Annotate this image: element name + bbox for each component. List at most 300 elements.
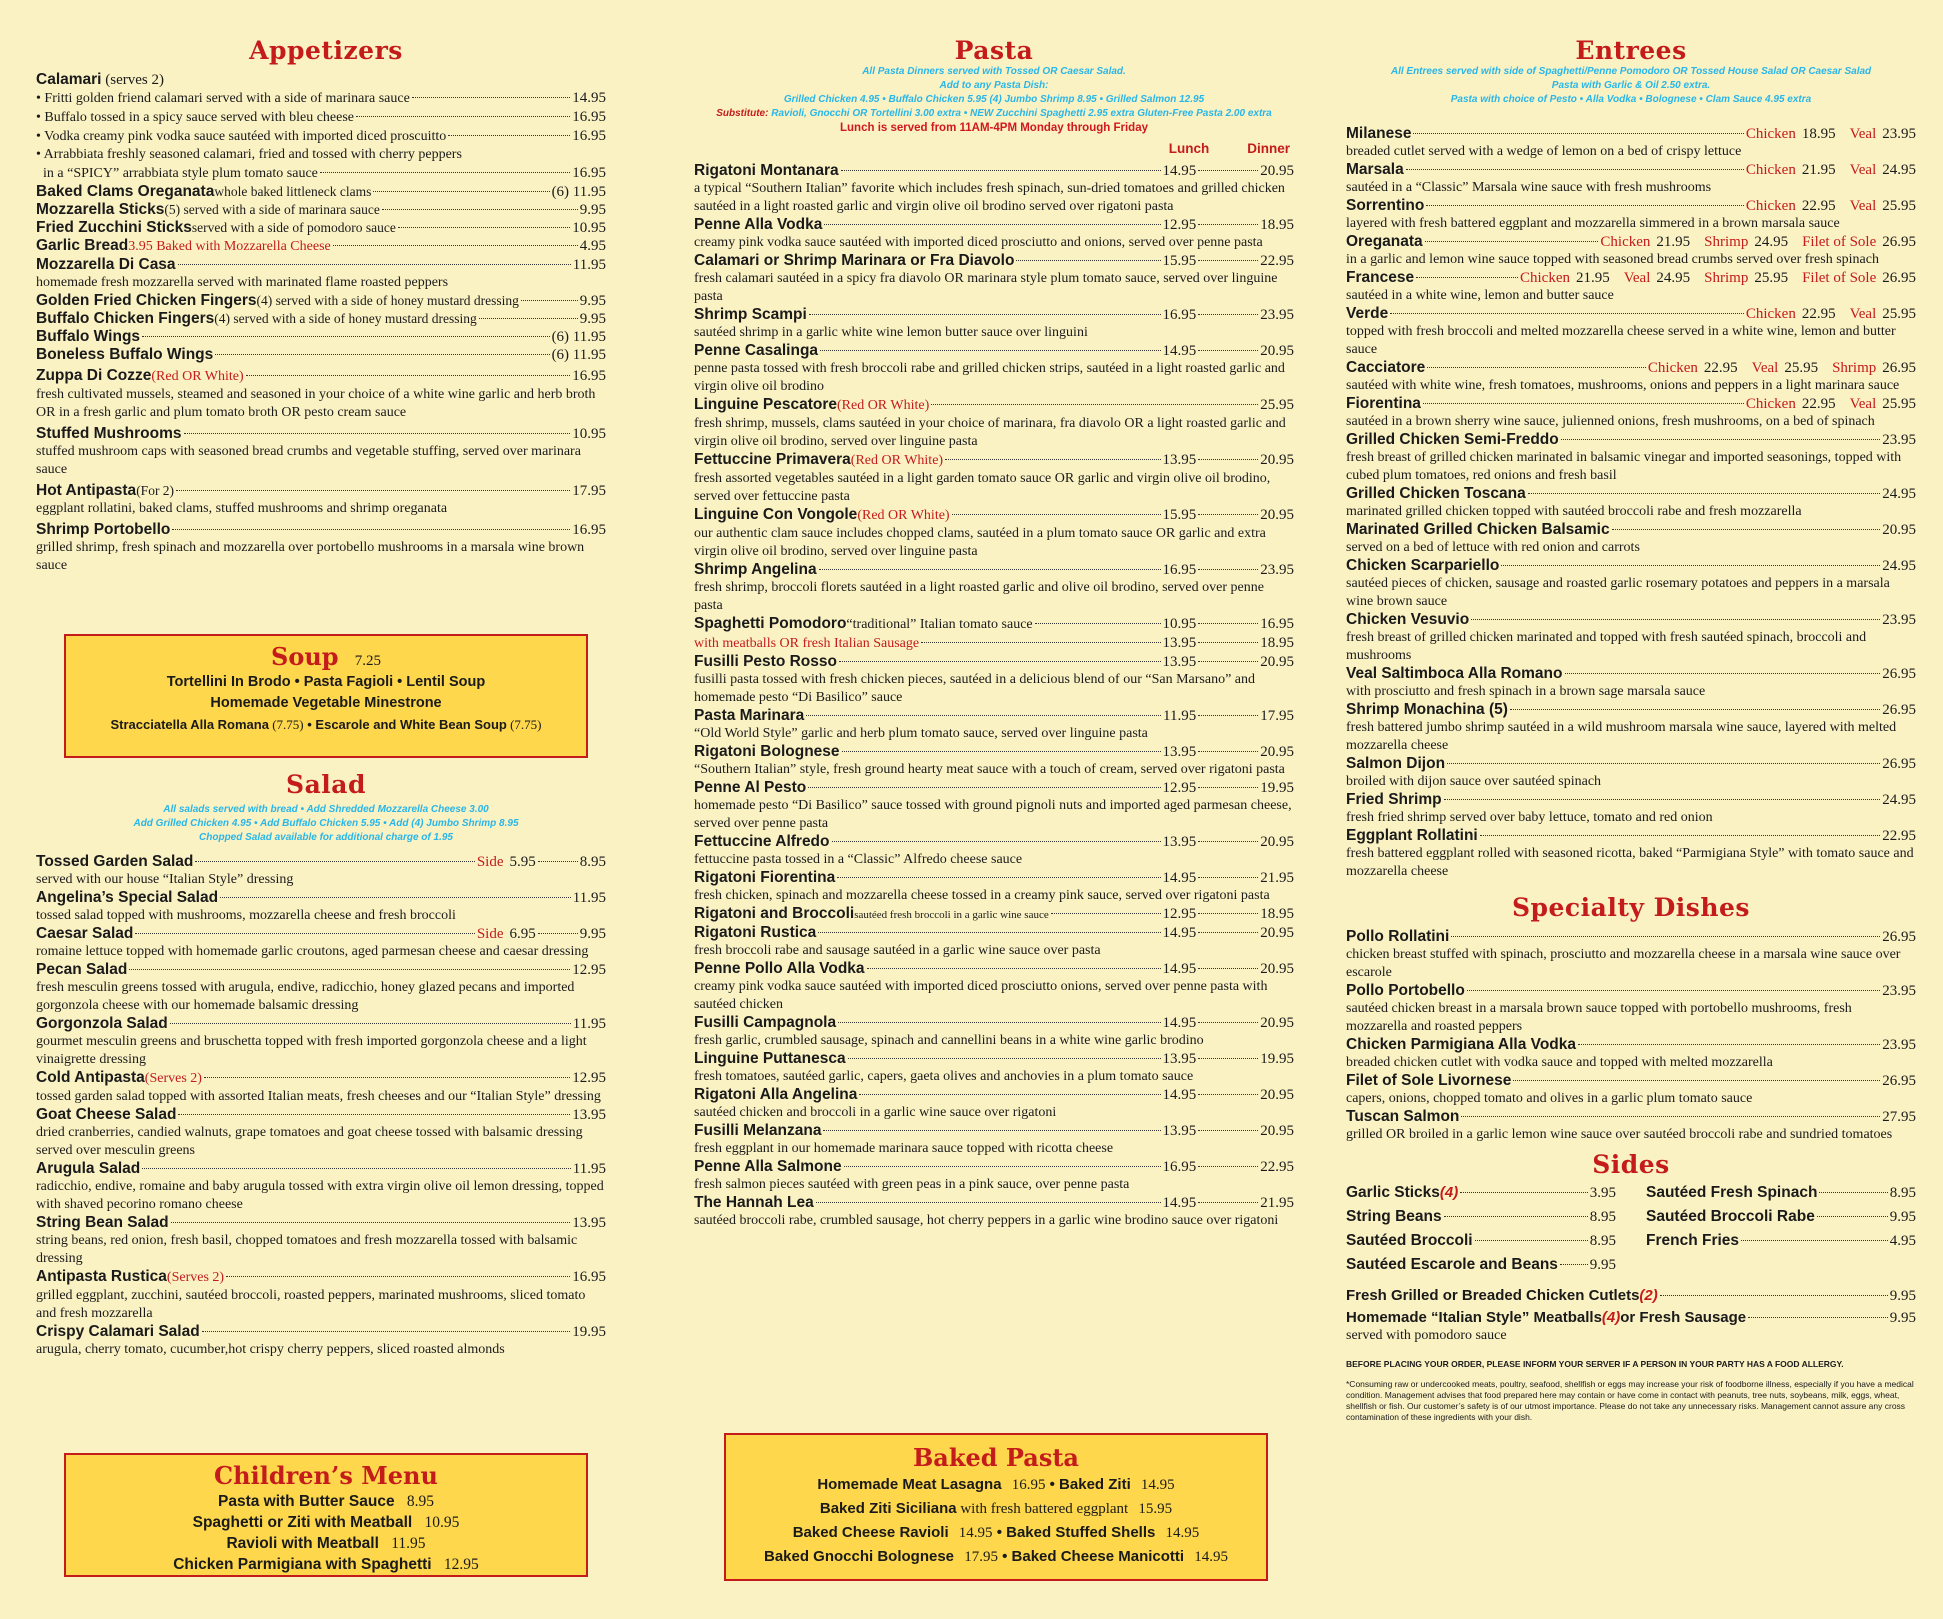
pasta-desc: fresh assorted vegetables sautéed in a light garden tomato sauce OR garlic and virgin olive oil brodino, served over fettuccine pasta — [694, 471, 1271, 504]
appetizer-line — [36, 346, 606, 364]
salad-item — [36, 889, 606, 925]
entree-option-name: Shrimp — [1832, 360, 1877, 376]
entree-item-price: 26.95 — [1882, 702, 1916, 718]
entree-option — [1746, 395, 1836, 413]
appetizer-price: 9.95 — [579, 311, 606, 327]
baked-pasta-title: Baked Pasta — [913, 1443, 1079, 1472]
entree-desc: sautéed in a “Classic” Marsala wine sauce with fresh mushrooms — [1346, 180, 1712, 195]
appetizer-inline: whole baked littleneck clams — [214, 184, 372, 199]
calamari-option — [36, 89, 606, 108]
appetizer-option: 3.95 Baked with Mozzarella Cheese — [128, 239, 331, 254]
entree-option-price: 25.95 — [1882, 306, 1916, 322]
entree-item-price: 20.95 — [1882, 522, 1916, 538]
appetizer-price: 17.95 — [572, 483, 606, 499]
pasta-item — [694, 615, 1294, 634]
sides-extra — [1346, 1287, 1916, 1345]
salad-price: 9.95 — [579, 926, 606, 942]
pasta-lunch-price: 12.95 — [1162, 217, 1197, 233]
entree-option-price: 23.95 — [1882, 126, 1916, 142]
side-price: 8.95 — [1889, 1185, 1916, 1201]
baked-pasta-price: 14.95 — [958, 1525, 993, 1541]
entree-item-line — [1346, 611, 1916, 629]
baked-pasta-name: • Baked Cheese Manicotti — [997, 1548, 1185, 1565]
entree-item — [1346, 161, 1916, 197]
salad-note: All salads served with bread • Add Shredded Mozzarella Cheese 3.00 — [163, 804, 489, 815]
entree-item-name: Eggplant Rollatini — [1346, 827, 1478, 844]
side-cutlets — [1346, 1287, 1916, 1305]
pasta-lunch-price: 13.95 — [1162, 654, 1197, 670]
specialty-item-line — [1346, 1036, 1916, 1054]
appetizer-name: Buffalo Wings — [36, 328, 141, 345]
pasta-lunch-price: 16.95 — [1162, 307, 1197, 323]
salad-item — [36, 1015, 606, 1069]
pasta-line — [694, 306, 1294, 324]
baked-pasta-name: Homemade Meat Lasagna — [817, 1476, 1002, 1493]
entree-name: Marsala — [1346, 161, 1404, 178]
pasta-lunch-price: 14.95 — [1162, 961, 1197, 977]
salad-price: 11.95 — [572, 890, 606, 906]
specialty-item-name: Chicken Parmigiana Alla Vodka — [1346, 1036, 1576, 1053]
pasta-desc: fusilli pasta tossed with fresh chicken pieces, sautéed in a delicious blend of our “San Marsano” and homemade pesto “Di Basilico” sauce — [694, 672, 1256, 705]
side-meatballs-price: 9.95 — [1889, 1310, 1916, 1326]
pasta-desc: a typical “Southern Italian” favorite which includes fresh spinach, sun-dried tomatoes and grilled chicken sautéed in a light roasted garlic and virgin olive oil brodino served over rigatoni pasta — [694, 181, 1285, 214]
pasta-item — [694, 506, 1294, 561]
specialty-item-line — [1346, 982, 1916, 1000]
specialty-item-price: 23.95 — [1882, 983, 1916, 999]
entree-option — [1648, 359, 1738, 377]
entree-name: Cacciatore — [1346, 359, 1426, 376]
calamari-options — [36, 89, 606, 183]
entree-option-name: Chicken — [1519, 270, 1570, 286]
children-title: Children’s Menu — [214, 1461, 438, 1490]
salad-line — [36, 1015, 606, 1033]
side-count: (4) — [1439, 1184, 1459, 1201]
pasta-name: Penne Alla Vodka — [694, 216, 823, 233]
entree-option-name: Chicken — [1745, 162, 1796, 178]
pasta-item — [694, 396, 1294, 451]
appetizer-line — [36, 201, 606, 219]
pasta-name: Fusilli Melanzana — [694, 1122, 822, 1139]
pasta-dinner-price: 23.95 — [1260, 307, 1294, 323]
salad-option: (Serves 2) — [144, 1071, 202, 1086]
side-meatballs-name: Homemade “Italian Style” Meatballs — [1346, 1309, 1602, 1326]
entree-item-name: Chicken Scarpariello — [1346, 557, 1500, 574]
pasta-dinner-price: 21.95 — [1260, 1195, 1294, 1211]
entree-item-line — [1346, 827, 1916, 845]
entree-item — [1346, 791, 1916, 827]
appetizer-desc: eggplant rollatini, baked clams, stuffed mushrooms and shrimp oreganata — [36, 501, 448, 516]
side-item — [1346, 1181, 1616, 1205]
pasta-name: Rigatoni and Broccoli — [694, 905, 855, 922]
specialty-item-name: Tuscan Salmon — [1346, 1108, 1460, 1125]
pasta-name: Rigatoni Rustica — [694, 924, 817, 941]
pasta-title: Pasta — [954, 36, 1034, 65]
pasta-name: Pasta Marinara — [694, 707, 805, 724]
entree-option-name: Veal — [1849, 198, 1877, 214]
entree-item-line — [1346, 431, 1916, 449]
salad-name: Goat Cheese Salad — [36, 1106, 177, 1123]
entree-list — [1346, 125, 1916, 431]
salad-name: Tossed Garden Salad — [36, 853, 194, 870]
appetizer-price: 11.95 — [572, 257, 606, 273]
sides-right — [1646, 1181, 1916, 1277]
salad-name: Antipasta Rustica — [36, 1268, 167, 1285]
appetizer-line — [36, 328, 606, 346]
pasta-lunch-price: 13.95 — [1162, 452, 1197, 468]
entree-option — [1746, 197, 1836, 215]
pasta-line — [694, 634, 1294, 653]
salad-line — [36, 889, 606, 907]
salad-desc: tossed garden salad topped with assorted Italian meats, fresh cheeses and our “Italian Style” dressing — [36, 1089, 601, 1104]
entree-line — [1346, 197, 1916, 215]
salad-price: 19.95 — [572, 1324, 606, 1340]
entree-item-desc: fresh fried shrimp served over baby lettuce, tomato and red onion — [1346, 810, 1713, 825]
side-name: String Beans — [1346, 1208, 1442, 1225]
soup-price: 7.25 — [354, 653, 381, 669]
entree-option — [1802, 269, 1916, 287]
pasta-dinner-price: 25.95 — [1260, 397, 1294, 413]
entree-item-price: 26.95 — [1882, 666, 1916, 682]
entree-option-price: 21.95 — [1575, 270, 1610, 286]
salad-item — [36, 1323, 606, 1359]
entree-option — [1746, 125, 1836, 143]
entree-name: Milanese — [1346, 125, 1412, 142]
pasta-line — [694, 707, 1294, 725]
pasta-item — [694, 743, 1294, 779]
entree-option-price: 24.95 — [1882, 162, 1916, 178]
pasta-lunch-price: 14.95 — [1162, 163, 1197, 179]
pasta-item — [694, 707, 1294, 743]
entree-option-name: Veal — [1849, 306, 1877, 322]
entree-line — [1346, 359, 1916, 377]
pasta-desc: fresh tomatoes, sautéed garlic, capers, gaeta olives and anchovies in a plum tomato sauce — [694, 1069, 1194, 1084]
pasta-item — [694, 561, 1294, 615]
side-cutlets-count: (2) — [1639, 1287, 1658, 1304]
entree-item-desc: fresh breast of grilled chicken marinated in balsamic vinegar and imported seasonings, topped with cubed plum tomatoes, red onions and fresh basil — [1346, 450, 1902, 483]
pasta-option: (Red OR White) — [850, 453, 944, 468]
entrees-note-3: Pasta with choice of Pesto • Alla Vodka • Bolognese • Clam Sauce 4.95 extra — [1450, 94, 1812, 105]
calamari-option-price: 16.95 — [572, 109, 606, 125]
pasta-name: Fettuccine Primavera — [694, 451, 851, 468]
appetizers-column — [36, 0, 606, 1573]
side-price: 9.95 — [1889, 1209, 1916, 1225]
salad-desc: string beans, red onion, fresh basil, chopped tomatoes and fresh mozzarella tossed with balsamic dressing — [36, 1233, 578, 1266]
children-item — [66, 1554, 586, 1575]
salad-desc: radicchio, endive, romaine and baby arugula tossed with extra virgin olive oil lemon dressing, topped with shaved pecorino romano cheese — [36, 1179, 604, 1212]
appetizer-name: Baked Clams Oreganata — [36, 183, 215, 200]
soup-escarole-price: (7.75) — [506, 717, 542, 732]
entree-option-name: Chicken — [1745, 396, 1796, 412]
baked-pasta-extra: with fresh battered eggplant — [956, 1501, 1129, 1517]
entree-desc: sautéed in a white wine, lemon and butter sauce — [1346, 288, 1614, 303]
entree-option-name: Veal — [1751, 360, 1779, 376]
pasta-inline: “traditional” Italian tomato sauce — [846, 617, 1033, 632]
salad-side-price: 5.95 — [509, 854, 536, 870]
appetizer-inline: (4) served with a side of honey mustard dressing — [214, 311, 477, 326]
salad-line — [36, 1323, 606, 1341]
entree-item — [1346, 305, 1916, 359]
salad-name: String Bean Salad — [36, 1214, 169, 1231]
appetizer-price: 9.95 — [579, 202, 606, 218]
appetizer-option: (Red OR White) — [151, 369, 244, 384]
appetizer-desc: grilled shrimp, fresh spinach and mozzarella over portobello mushrooms in a marsala wine brown sauce — [36, 540, 585, 573]
side-item — [1646, 1229, 1916, 1253]
specialty-item-line — [1346, 1108, 1916, 1126]
specialty-item-desc: sautéed chicken breast in a marsala brown sauce topped with portobello mushrooms, fresh mozzarella and roasted peppers — [1346, 1001, 1852, 1034]
salad-desc: arugula, cherry tomato, cucumber,hot crispy cherry peppers, sliced roasted almonds — [36, 1342, 505, 1357]
entree-option-price: 25.95 — [1882, 396, 1916, 412]
baked-pasta-line — [726, 1497, 1266, 1521]
side-cutlets-price: 9.95 — [1889, 1288, 1916, 1304]
entree-option-price: 22.95 — [1703, 360, 1738, 376]
entree-option — [1520, 269, 1610, 287]
entree-option-price: 21.95 — [1656, 234, 1691, 250]
pasta-note-3: Grilled Chicken 4.95 • Buffalo Chicken 5.95 (4) Jumbo Shrimp 8.95 • Grilled Salmon 12.95 — [783, 94, 1205, 105]
salad-line — [36, 1268, 606, 1287]
specialty-item — [1346, 1108, 1916, 1144]
entree-item-name: Shrimp Monachina (5) — [1346, 701, 1508, 718]
entree-simple-list — [1346, 431, 1916, 881]
salad-desc: dried cranberries, candied walnuts, grape tomatoes and goat cheese tossed with balsamic dressing served over mesculin greens — [36, 1125, 583, 1158]
side-price: 9.95 — [1589, 1257, 1616, 1273]
entree-option-price: 22.95 — [1801, 306, 1836, 322]
salad-title: Salad — [286, 770, 366, 799]
pasta-line — [694, 779, 1294, 797]
children-item-name: Spaghetti or Ziti with Meatball — [192, 1514, 413, 1531]
side-item — [1346, 1253, 1616, 1277]
calamari-option-text: • Arrabbiata freshly seasoned calamari, fried and tossed with cherry peppers — [36, 147, 462, 162]
pasta-lunch-price: 14.95 — [1162, 925, 1197, 941]
salad-line — [36, 853, 606, 871]
pasta-name: Spaghetti Pomodoro — [694, 615, 847, 632]
salad-name: Cold Antipasta — [36, 1069, 145, 1086]
entree-item — [1346, 233, 1916, 269]
salad-side-price: 6.95 — [509, 926, 536, 942]
salad-desc: served with our house “Italian Style” dressing — [36, 872, 294, 887]
pasta-dinner-price: 20.95 — [1260, 1123, 1294, 1139]
entree-option-price: 25.95 — [1882, 198, 1916, 214]
pasta-dinner-price: 20.95 — [1260, 834, 1294, 850]
soup-stracciatella: Stracciatella Alla Romana — [110, 717, 269, 732]
appetizer-line — [36, 482, 606, 500]
salad-name: Crispy Calamari Salad — [36, 1323, 200, 1340]
salad-list — [36, 853, 606, 1359]
salad-desc: tossed salad topped with mushrooms, mozzarella cheese and fresh broccoli — [36, 908, 456, 923]
pasta-desc: fresh eggplant in our homemade marinara sauce topped with ricotta cheese — [694, 1141, 1114, 1156]
pasta-lunch-price: 11.95 — [1163, 708, 1197, 724]
pasta-lunch-hours: Lunch is served from 11AM-4PM Monday through Friday — [840, 122, 1148, 134]
entree-desc: sautéed in a brown sherry wine sauce, julienned onions, fresh mushrooms, on a bed of spinach — [1346, 414, 1875, 429]
salad-desc: gourmet mesculin greens and bruschetta topped with fresh imported gorgonzola cheese and a light vinaigrette dressing — [36, 1034, 587, 1067]
pasta-line — [694, 342, 1294, 360]
entree-option — [1850, 161, 1916, 179]
entree-item-desc: broiled with dijon sauce over sautéed spinach — [1346, 774, 1602, 789]
appetizer-line — [36, 292, 606, 310]
sides-left — [1346, 1181, 1616, 1277]
pasta-column — [694, 0, 1294, 1565]
sides-title: Sides — [1592, 1150, 1670, 1179]
salad-item — [36, 1214, 606, 1268]
entree-option-name: Veal — [1849, 396, 1877, 412]
entree-item-price: 23.95 — [1882, 432, 1916, 448]
side-price: 3.95 — [1589, 1185, 1616, 1201]
pasta-item — [694, 960, 1294, 1014]
entrees-note-2: Pasta with Garlic & Oil 2.50 extra. — [1551, 80, 1711, 91]
entree-option-price: 21.95 — [1801, 162, 1836, 178]
entree-option — [1746, 305, 1836, 323]
pasta-name: Calamari or Shrimp Marinara or Fra Diavolo — [694, 252, 1015, 269]
entree-name: Francese — [1346, 269, 1415, 286]
entree-desc: in a garlic and lemon wine sauce topped with seasoned bread crumbs served over fresh spinach — [1346, 252, 1879, 267]
children-box — [64, 1453, 588, 1577]
salad-name: Gorgonzola Salad — [36, 1015, 168, 1032]
appetizer-price: 10.95 — [572, 220, 606, 236]
pasta-line — [694, 1014, 1294, 1032]
pasta-line — [694, 451, 1294, 470]
baked-pasta-name: • Baked Ziti — [1045, 1476, 1131, 1493]
specialty-item-desc: grilled OR broiled in a garlic lemon wine sauce over sautéed broccoli rabe and sundried tomatoes — [1346, 1127, 1893, 1142]
salad-line — [36, 961, 606, 979]
specialty-item — [1346, 1036, 1916, 1072]
entree-option — [1746, 161, 1836, 179]
pasta-name: Linguine Pescatore — [694, 396, 837, 413]
appetizer-inline: served with a side of pomodoro sauce — [191, 220, 396, 235]
disclaimer: *Consuming raw or undercooked meats, poultry, seafood, shellfish or eggs may increase your risk of foodborne illness, especially if you have a medical condition. Management advises that food prepared here may contain or have come in contact with peanuts, tree nuts, soybeans, milk, eggs, wheat, shellfish or fish. Our customer’s safety is of our utmost importance. Please do not take any unnecessary risks. Management cannot assure any cross contamination of these ingredients with your dish. — [1346, 1379, 1914, 1422]
appetizer-item — [36, 183, 606, 201]
pasta-line — [694, 960, 1294, 978]
pasta-item — [694, 216, 1294, 252]
side-meatballs-desc: served with pomodoro sauce — [1346, 1328, 1507, 1343]
pasta-note-2: Add to any Pasta Dish: — [939, 80, 1049, 91]
entree-option-price: 18.95 — [1801, 126, 1836, 142]
pasta-item — [694, 1086, 1294, 1122]
entree-item-price: 24.95 — [1882, 558, 1916, 574]
entree-item-name: Marinated Grilled Chicken Balsamic — [1346, 521, 1610, 538]
salad-name: Pecan Salad — [36, 961, 128, 978]
children-item — [66, 1512, 586, 1533]
pasta-name: Rigatoni Bolognese — [694, 743, 840, 760]
entree-item-name: Salmon Dijon — [1346, 755, 1446, 772]
salad-side-label: Side — [476, 854, 504, 870]
pasta-line — [694, 905, 1294, 924]
pasta-line — [694, 1122, 1294, 1140]
pasta-lunch-price: 13.95 — [1162, 1051, 1197, 1067]
salad-line — [36, 1069, 606, 1088]
entree-item — [1346, 395, 1916, 431]
sides-grid — [1346, 1181, 1916, 1277]
pasta-line — [694, 162, 1294, 180]
pasta-name: Fusilli Pesto Rosso — [694, 653, 837, 670]
pasta-dinner-price: 20.95 — [1260, 507, 1294, 523]
entree-line — [1346, 395, 1916, 413]
entree-line — [1346, 125, 1916, 143]
salad-price: 13.95 — [572, 1107, 606, 1123]
appetizer-price: 16.95 — [572, 522, 606, 538]
entree-item — [1346, 557, 1916, 611]
appetizer-name: Buffalo Chicken Fingers — [36, 310, 215, 327]
pasta-name: Shrimp Scampi — [694, 306, 807, 323]
appetizer-line — [36, 425, 606, 443]
lunch-header: Lunch — [1168, 141, 1210, 156]
entree-option-price: 22.95 — [1801, 198, 1836, 214]
salad-item — [36, 1160, 606, 1214]
appetizer-name: Golden Fried Chicken Fingers — [36, 292, 257, 309]
soup-box — [64, 634, 588, 758]
calamari-option — [36, 146, 606, 164]
appetizer-line — [36, 367, 606, 386]
pasta-name: Rigatoni Montanara — [694, 162, 839, 179]
pasta-lunch-price: 13.95 — [1162, 744, 1197, 760]
children-item-price: 11.95 — [391, 1535, 426, 1552]
pasta-dinner-price: 18.95 — [1260, 217, 1294, 233]
pasta-lunch-price: 13.95 — [1162, 1123, 1197, 1139]
appetizer-name: Zuppa Di Cozze — [36, 367, 152, 384]
entree-item-line — [1346, 791, 1916, 809]
pasta-desc: creamy pink vodka sauce sautéed with imported diced prosciutto onions, served over penne pasta with sautéed chicken — [694, 979, 1268, 1012]
pasta-desc: “Old World Style” garlic and herb plum tomato sauce, served over linguine pasta — [694, 726, 1148, 741]
entrees-column — [1346, 0, 1916, 1423]
pasta-lunch-price: 15.95 — [1162, 253, 1197, 269]
entree-item — [1346, 827, 1916, 881]
specialty-item-name: Pollo Portobello — [1346, 982, 1465, 999]
pasta-desc: sautéed chicken and broccoli in a garlic wine sauce over rigatoni — [694, 1105, 1057, 1120]
pasta-dinner-price: 18.95 — [1260, 635, 1294, 651]
specialty-item-line — [1346, 1072, 1916, 1090]
pasta-line — [694, 252, 1294, 270]
pasta-dinner-price: 20.95 — [1260, 961, 1294, 977]
appetizer-price: 9.95 — [579, 293, 606, 309]
pasta-item — [694, 342, 1294, 396]
entree-option-name: Chicken — [1745, 306, 1796, 322]
specialty-item-name: Filet of Sole Livornese — [1346, 1072, 1512, 1089]
salad-option: (Serves 2) — [166, 1270, 225, 1285]
pasta-desc: homemade pesto “Di Basilico” sauce tossed with ground pignoli nuts and imported aged parmesan cheese, served over penne pasta — [694, 798, 1292, 831]
entree-item-price: 22.95 — [1882, 828, 1916, 844]
entree-item-name: Grilled Chicken Semi-Freddo — [1346, 431, 1559, 448]
salad-name: Caesar Salad — [36, 925, 134, 942]
pasta-dinner-price: 20.95 — [1260, 744, 1294, 760]
salad-item — [36, 853, 606, 889]
entree-item — [1346, 485, 1916, 521]
calamari-option — [36, 127, 606, 146]
pasta-line — [694, 833, 1294, 851]
pasta-item — [694, 1122, 1294, 1158]
pasta-dinner-price: 20.95 — [1260, 343, 1294, 359]
salad-desc: fresh mesculin greens tossed with arugula, endive, radicchio, honey glazed pecans and imported gorgonzola cheese with our homemade balsamic dressing — [36, 980, 575, 1013]
pasta-name: Penne Casalinga — [694, 342, 819, 359]
appetizer-item — [36, 346, 606, 364]
entree-item-name: Fried Shrimp — [1346, 791, 1442, 808]
baked-pasta-name: • Baked Stuffed Shells — [992, 1524, 1156, 1541]
pasta-lunch-price: 13.95 — [1162, 834, 1197, 850]
salad-desc: grilled eggplant, zucchini, sautéed broccoli, roasted peppers, marinated mushrooms, sliced tomato and fresh mozzarella — [36, 1288, 586, 1321]
side-name: Garlic Sticks — [1346, 1184, 1440, 1201]
appetizer-name: Hot Antipasta — [36, 482, 137, 499]
pasta-dinner-price: 20.95 — [1260, 1087, 1294, 1103]
entree-option-price: 25.95 — [1754, 270, 1789, 286]
pasta-desc: sautéed shrimp in a garlic white wine lemon butter sauce over linguini — [694, 325, 1088, 340]
specialty-item-desc: breaded chicken cutlet with vodka sauce and topped with melted mozzarella — [1346, 1055, 1773, 1070]
entree-item-price: 26.95 — [1882, 756, 1916, 772]
specialty-item-price: 27.95 — [1882, 1109, 1916, 1125]
pasta-desc: our authentic clam sauce includes chopped clams, sautéed in a plum tomato sauce OR garlic and extra virgin olive oil brodino, served over linguine pasta — [694, 526, 1266, 559]
pasta-name: Rigatoni Alla Angelina — [694, 1086, 858, 1103]
appetizer-desc: homemade fresh mozzarella served with marinated flame roasted peppers — [36, 275, 449, 290]
entree-item-desc: fresh breast of grilled chicken marinated and topped with fresh sautéed spinach, broccoli and mushrooms — [1346, 630, 1867, 663]
pasta-lunch-price: 14.95 — [1162, 1195, 1197, 1211]
entree-option-price: 24.95 — [1656, 270, 1691, 286]
entree-item — [1346, 611, 1916, 665]
